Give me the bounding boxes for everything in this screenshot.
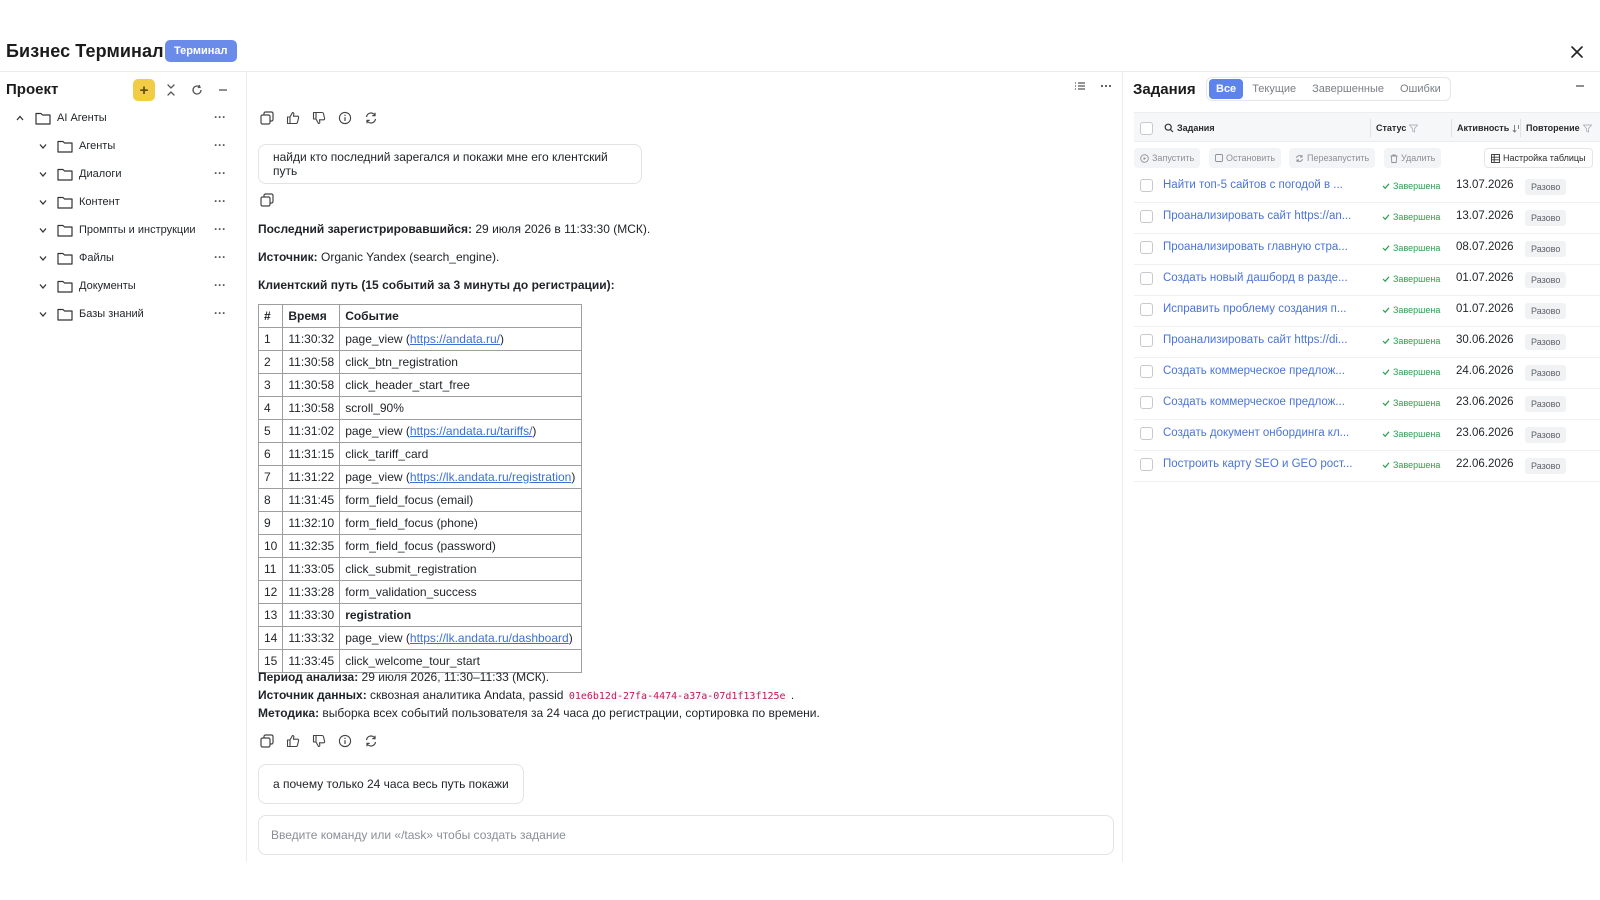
thumbs-up-icon[interactable]: [285, 110, 301, 126]
event-prefix: page_view (: [345, 332, 410, 346]
status-badge: [1382, 429, 1440, 439]
tasks-table-header: [1134, 112, 1600, 142]
table-row: [259, 627, 582, 650]
row-time: 11:30:58: [283, 374, 340, 397]
event-suffix: ): [532, 424, 537, 438]
row-checkbox[interactable]: [1140, 210, 1153, 223]
row-event: click_submit_registration: [340, 558, 582, 581]
tree-label: Файлы: [79, 252, 114, 264]
folder-icon: [57, 195, 73, 209]
copy-actions: [259, 192, 275, 208]
status-badge: [1382, 398, 1440, 408]
check-icon: [1382, 430, 1390, 438]
chevron-down-icon[interactable]: [37, 196, 49, 208]
event-suffix: ): [499, 332, 504, 346]
tab-errors[interactable]: Ошибки: [1400, 83, 1441, 95]
table-row: [259, 512, 582, 535]
row-event: click_tariff_card: [340, 443, 582, 466]
chevron-down-icon[interactable]: [37, 140, 49, 152]
column-header-activity[interactable]: Активность: [1457, 123, 1510, 133]
row-event: click_header_start_free: [340, 374, 582, 397]
refresh-icon: [191, 84, 203, 96]
status-label: Завершена: [1393, 274, 1441, 284]
last-registered-line: [258, 222, 650, 236]
run-label: Запустить: [1152, 153, 1195, 163]
status-label: Завершена: [1393, 367, 1441, 377]
repeat-badge: Разово: [1525, 241, 1566, 257]
tree-label: Диалоги: [79, 168, 122, 180]
play-icon: [1140, 154, 1149, 163]
minimize-tasks-button[interactable]: [1575, 80, 1585, 94]
more-icon[interactable]: ···: [214, 194, 226, 208]
row-checkbox[interactable]: [1140, 427, 1153, 440]
event-prefix: page_view (: [345, 470, 410, 484]
tree-label: AI Агенты: [57, 112, 107, 124]
tree-label: Базы знаний: [79, 308, 144, 320]
tab-current[interactable]: Текущие: [1252, 83, 1297, 95]
row-time: 11:33:30: [283, 604, 340, 627]
row-time: 11:31:15: [283, 443, 340, 466]
event-prefix: page_view (: [345, 424, 410, 438]
value: Organic Yandex (search_engine).: [317, 250, 500, 264]
table-row: [259, 535, 582, 558]
task-row[interactable]: [1134, 203, 1600, 234]
row-time: 11:30:58: [283, 351, 340, 374]
task-row[interactable]: [1134, 234, 1600, 265]
row-number: 5: [259, 420, 283, 443]
task-row[interactable]: [1134, 420, 1600, 451]
minus-icon: [218, 85, 228, 95]
stop-label: Остановить: [1226, 153, 1276, 163]
copy-icon[interactable]: [259, 733, 275, 749]
task-date: 22.06.2026: [1456, 458, 1514, 470]
thumbs-up-icon[interactable]: [285, 733, 301, 749]
more-icon[interactable]: ···: [214, 166, 226, 180]
list-icon[interactable]: [1074, 80, 1086, 92]
table-row: [259, 558, 582, 581]
table-settings-button[interactable]: [1484, 148, 1593, 168]
row-time: 11:31:22: [283, 466, 340, 489]
event-suffix: ): [571, 470, 576, 484]
row-number: 15: [259, 650, 283, 673]
task-date: 23.06.2026: [1456, 427, 1514, 439]
repeat-badge: Разово: [1525, 458, 1566, 474]
row-time: 11:32:10: [283, 512, 340, 535]
row-event: [340, 328, 582, 351]
minus-icon: [1575, 81, 1585, 91]
label: Период анализа:: [258, 670, 359, 684]
message-actions: [259, 733, 379, 749]
event-prefix: page_view (: [345, 631, 410, 645]
column-header: Время: [283, 305, 340, 328]
status-label: Завершена: [1393, 398, 1441, 408]
more-icon[interactable]: [1100, 80, 1112, 92]
task-date: 08.07.2026: [1456, 241, 1514, 253]
tab-all[interactable]: Все: [1209, 79, 1243, 99]
event-link[interactable]: https://lk.andata.ru/registration: [409, 470, 572, 484]
tasks-actions: [1134, 146, 1600, 170]
task-name-link[interactable]: Проанализировать главную стра...: [1163, 241, 1348, 253]
minimize-sidebar-button[interactable]: [212, 79, 234, 101]
row-checkbox[interactable]: [1140, 396, 1153, 409]
row-number: 6: [259, 443, 283, 466]
table-settings-label: Настройка таблицы: [1503, 153, 1586, 163]
more-icon[interactable]: ···: [214, 222, 226, 236]
row-checkbox[interactable]: [1140, 334, 1153, 347]
command-input[interactable]: Введите команду или «/task» чтобы создать задание: [258, 815, 1114, 855]
close-button[interactable]: [1566, 41, 1588, 63]
table-row: [259, 604, 582, 627]
check-icon: [1382, 399, 1390, 407]
row-number: 7: [259, 466, 283, 489]
event-suffix: ): [568, 631, 573, 645]
value: выборка всех событий пользователя за 24 часа до регистрации, сортировка по времени.: [319, 706, 820, 720]
more-icon[interactable]: ···: [214, 138, 226, 152]
row-number: 13: [259, 604, 283, 627]
chevron-down-icon[interactable]: [37, 252, 49, 264]
more-icon[interactable]: ···: [214, 250, 226, 264]
row-number: 11: [259, 558, 283, 581]
repeat-badge: Разово: [1525, 210, 1566, 226]
row-event: scroll_90%: [340, 397, 582, 420]
thumbs-down-icon[interactable]: [311, 110, 327, 126]
chat-panel: [247, 72, 1123, 862]
value: сквозная аналитика Andata, passid: [366, 688, 567, 702]
row-event: [340, 466, 582, 489]
column-header: #: [259, 305, 283, 328]
task-name-link[interactable]: Создать новый дашборд в разде...: [1163, 272, 1348, 284]
path-heading: [258, 278, 615, 292]
tab-completed[interactable]: Завершенные: [1312, 83, 1384, 95]
check-icon: [1382, 368, 1390, 376]
row-event: [340, 420, 582, 443]
regenerate-icon[interactable]: [363, 733, 379, 749]
repeat-badge: Разово: [1525, 334, 1566, 350]
repeat-badge: Разово: [1525, 179, 1566, 195]
task-date: 23.06.2026: [1456, 396, 1514, 408]
filter-icon[interactable]: [1583, 124, 1592, 133]
row-number: 2: [259, 351, 283, 374]
table-row: [259, 489, 582, 512]
data-source-line: [258, 688, 794, 702]
row-number: 3: [259, 374, 283, 397]
label: Последний зарегистрировавшийся:: [258, 222, 473, 236]
row-event: click_btn_registration: [340, 351, 582, 374]
tree-label: Промпты и инструкции: [79, 224, 196, 236]
row-time: 11:31:02: [283, 420, 340, 443]
event-link[interactable]: https://andata.ru/tariffs/: [409, 424, 533, 438]
run-button[interactable]: [1134, 148, 1200, 168]
repeat-badge: Разово: [1525, 427, 1566, 443]
sidebar-item-knowledge-bases[interactable]: [0, 302, 247, 326]
task-name-link[interactable]: Найти топ-5 сайтов с погодой в ...: [1163, 179, 1343, 191]
table-icon: [1491, 154, 1500, 163]
label: Методика:: [258, 706, 320, 720]
terminal-badge: Терминал: [165, 40, 237, 62]
status-badge: [1382, 305, 1440, 315]
task-name-link[interactable]: Проанализировать сайт https://di...: [1163, 334, 1348, 346]
stop-button[interactable]: [1209, 148, 1281, 168]
sidebar-item-dialogs[interactable]: [0, 162, 247, 186]
row-number: 1: [259, 328, 283, 351]
row-event: form_field_focus (email): [340, 489, 582, 512]
row-event: form_field_focus (phone): [340, 512, 582, 535]
tree-label: Контент: [79, 196, 120, 208]
folder-icon: [57, 251, 73, 265]
row-time: 11:32:35: [283, 535, 340, 558]
row-number: 10: [259, 535, 283, 558]
sidebar-item-prompts[interactable]: [0, 218, 247, 242]
row-event: click_welcome_tour_start: [340, 650, 582, 673]
column-header-repeat: Повторение: [1526, 123, 1580, 133]
collapse-icon: [166, 84, 176, 96]
row-time: 11:33:28: [283, 581, 340, 604]
chevron-up-icon[interactable]: [14, 112, 26, 124]
folder-icon: [35, 111, 51, 125]
row-event: form_field_focus (password): [340, 535, 582, 558]
row-checkbox[interactable]: [1140, 179, 1153, 192]
column-header-tasks: Задания: [1177, 123, 1215, 133]
tree-root-ai-agents[interactable]: [0, 106, 247, 130]
table-row: [259, 397, 582, 420]
top-bar: [0, 0, 1600, 72]
delete-button[interactable]: [1384, 148, 1441, 168]
status-label: Завершена: [1393, 460, 1441, 470]
status-badge: [1382, 460, 1440, 470]
value: 29 июля 2026 в 11:33:30 (МСК).: [472, 222, 651, 236]
task-name-link[interactable]: Создать коммерческое предлож...: [1163, 396, 1345, 408]
select-all-checkbox[interactable]: [1140, 122, 1153, 135]
chevron-down-icon[interactable]: [37, 168, 49, 180]
trash-icon: [1390, 154, 1398, 163]
more-icon[interactable]: ···: [214, 278, 226, 292]
row-time: 11:33:32: [283, 627, 340, 650]
sidebar-item-files[interactable]: [0, 246, 247, 270]
row-checkbox[interactable]: [1140, 272, 1153, 285]
passid-code: 01e6b12d-27fa-4474-a37a-07d1f13f125e: [568, 691, 786, 702]
tasks-tabs: [1206, 77, 1451, 101]
row-number: 4: [259, 397, 283, 420]
task-row[interactable]: [1134, 327, 1600, 358]
row-checkbox[interactable]: [1140, 303, 1153, 316]
label: Источник данных:: [258, 688, 367, 702]
status-label: Завершена: [1393, 305, 1441, 315]
check-icon: [1382, 244, 1390, 252]
row-checkbox[interactable]: [1140, 365, 1153, 378]
repeat-badge: Разово: [1525, 365, 1566, 381]
info-icon[interactable]: [337, 110, 353, 126]
table-row: [259, 581, 582, 604]
task-row[interactable]: [1134, 296, 1600, 327]
check-icon: [1382, 213, 1390, 221]
copy-icon[interactable]: [259, 110, 275, 126]
check-icon: [1382, 337, 1390, 345]
task-name-link[interactable]: Проанализировать сайт https://an...: [1163, 210, 1352, 222]
add-button[interactable]: [133, 79, 155, 101]
sidebar-item-content[interactable]: [0, 190, 247, 214]
status-badge: [1382, 181, 1440, 191]
repeat-badge: Разово: [1525, 396, 1566, 412]
row-time: 11:33:05: [283, 558, 340, 581]
status-badge: [1382, 212, 1440, 222]
event-link[interactable]: https://lk.andata.ru/dashboard: [409, 631, 569, 645]
status-badge: [1382, 243, 1440, 253]
row-event: form_validation_success: [340, 581, 582, 604]
status-badge: [1382, 274, 1440, 284]
folder-icon: [57, 223, 73, 237]
user-message-text: найди кто последний зарегался и покажи мне его клентский путь: [273, 150, 608, 178]
task-date: 24.06.2026: [1456, 365, 1514, 377]
restart-button[interactable]: [1289, 148, 1375, 168]
task-row[interactable]: [1134, 451, 1600, 482]
folder-icon: [57, 167, 73, 181]
sidebar-item-agents[interactable]: [0, 134, 247, 158]
folder-icon: [57, 279, 73, 293]
row-time: 11:31:45: [283, 489, 340, 512]
chevron-down-icon[interactable]: [37, 224, 49, 236]
period-line: [258, 670, 549, 684]
restart-label: Перезапустить: [1307, 153, 1370, 163]
project-sidebar: [0, 72, 247, 862]
task-row[interactable]: [1134, 389, 1600, 420]
task-name-link[interactable]: Построить карту SEO и GEO рост...: [1163, 458, 1353, 470]
restart-icon: [1295, 154, 1304, 163]
task-row[interactable]: [1134, 358, 1600, 389]
row-time: 11:30:58: [283, 397, 340, 420]
regenerate-icon[interactable]: [363, 110, 379, 126]
check-icon: [1382, 461, 1390, 469]
filter-icon[interactable]: [1409, 124, 1418, 133]
sidebar-item-documents[interactable]: [0, 274, 247, 298]
status-badge: [1382, 367, 1440, 377]
user-message-text: а почему только 24 часа весь путь покажи: [273, 777, 509, 791]
value: 29 июля 2026, 11:30–11:33 (МСК).: [358, 670, 550, 684]
collapse-all-button[interactable]: [160, 79, 182, 101]
tree-label: Документы: [79, 280, 136, 292]
status-label: Завершена: [1393, 181, 1441, 191]
value-end: .: [787, 688, 795, 702]
row-checkbox[interactable]: [1140, 241, 1153, 254]
table-row: [259, 443, 582, 466]
source-line: [258, 250, 499, 264]
tree-label: Агенты: [79, 140, 116, 152]
table-row: [259, 374, 582, 397]
task-row[interactable]: [1134, 265, 1600, 296]
plus-icon: +: [139, 81, 149, 99]
refresh-button[interactable]: [186, 79, 208, 101]
row-time: 11:30:32: [283, 328, 340, 351]
app-title: Бизнес Терминал: [6, 41, 164, 61]
status-label: Завершена: [1393, 243, 1441, 253]
task-name-link[interactable]: Создать коммерческое предлож...: [1163, 365, 1345, 377]
row-event: registration: [340, 604, 582, 627]
column-header: Событие: [340, 305, 582, 328]
table-header-row: [259, 305, 582, 328]
row-number: 9: [259, 512, 283, 535]
tasks-title: Задания: [1133, 81, 1196, 98]
repeat-badge: Разово: [1525, 272, 1566, 288]
status-label: Завершена: [1393, 429, 1441, 439]
stop-icon: [1215, 154, 1223, 162]
info-icon[interactable]: [337, 733, 353, 749]
more-icon[interactable]: ···: [214, 306, 226, 320]
task-date: 13.07.2026: [1456, 179, 1514, 191]
task-date: 01.07.2026: [1456, 303, 1514, 315]
chevron-down-icon[interactable]: [37, 280, 49, 292]
row-number: 12: [259, 581, 283, 604]
event-link[interactable]: https://andata.ru/: [409, 332, 500, 346]
copy-icon[interactable]: [259, 192, 275, 208]
row-number: 8: [259, 489, 283, 512]
close-icon: [1570, 45, 1584, 59]
repeat-badge: Разово: [1525, 303, 1566, 319]
sidebar-title: Проект: [6, 81, 59, 98]
method-line: [258, 706, 820, 720]
search-icon[interactable]: [1164, 123, 1174, 133]
task-name-link[interactable]: Создать документ онбординга кл...: [1163, 427, 1350, 439]
folder-icon: [57, 307, 73, 321]
status-label: Завершена: [1393, 336, 1441, 346]
table-row: [259, 351, 582, 374]
chat-toolbar: [1074, 80, 1112, 92]
events-table: [258, 304, 582, 673]
label: Источник:: [258, 250, 318, 264]
check-icon: [1382, 275, 1390, 283]
heading-text: Клиентский путь (15 событий за 3 минуты до регистрации):: [258, 278, 615, 292]
thumbs-down-icon[interactable]: [311, 733, 327, 749]
task-date: 30.06.2026: [1456, 334, 1514, 346]
row-event: [340, 627, 582, 650]
chevron-down-icon[interactable]: [37, 308, 49, 320]
column-header-status: Статус: [1376, 123, 1407, 133]
row-checkbox[interactable]: [1140, 458, 1153, 471]
folder-icon: [57, 139, 73, 153]
table-row: [259, 328, 582, 351]
row-number: 14: [259, 627, 283, 650]
user-message: [258, 144, 642, 184]
delete-label: Удалить: [1401, 153, 1436, 163]
task-row[interactable]: [1134, 172, 1600, 203]
table-row: [259, 466, 582, 489]
task-name-link[interactable]: Исправить проблему создания п...: [1163, 303, 1347, 315]
row-time: 11:33:45: [283, 650, 340, 673]
table-row: [259, 420, 582, 443]
task-date: 01.07.2026: [1456, 272, 1514, 284]
status-badge: [1382, 336, 1440, 346]
status-label: Завершена: [1393, 212, 1441, 222]
task-date: 13.07.2026: [1456, 210, 1514, 222]
tasks-panel: [1123, 72, 1600, 862]
user-message: [258, 764, 524, 804]
more-icon[interactable]: ···: [214, 110, 226, 124]
message-actions: [259, 110, 379, 126]
check-icon: [1382, 306, 1390, 314]
check-icon: [1382, 182, 1390, 190]
